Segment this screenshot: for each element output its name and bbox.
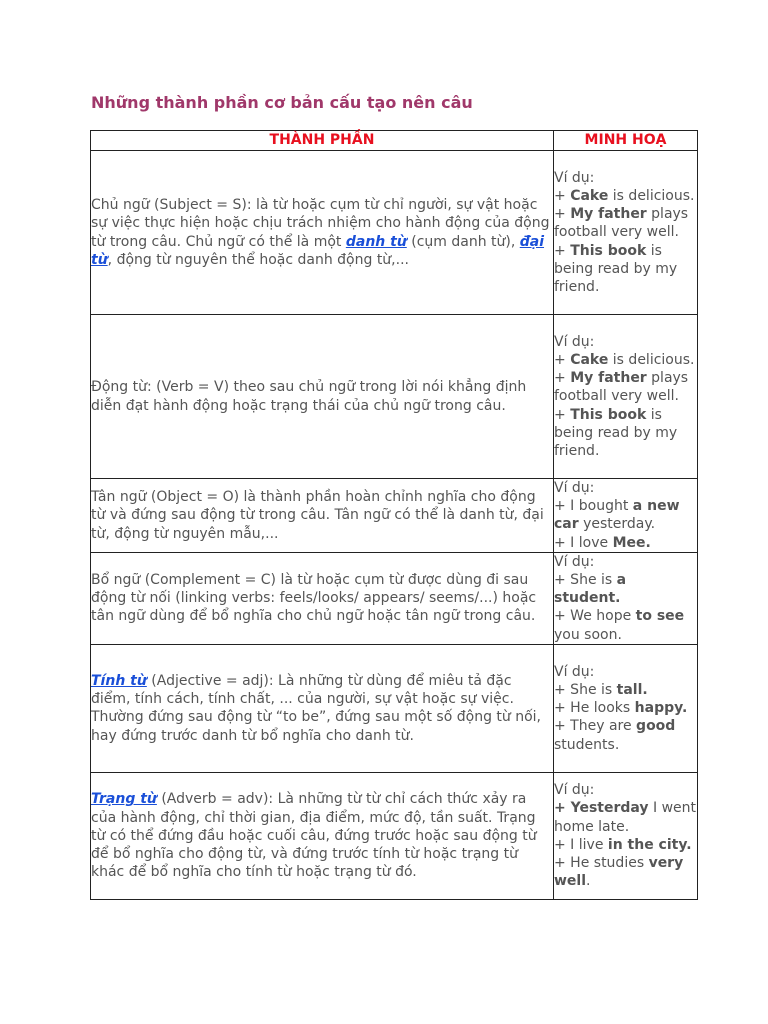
example-line: + I bought a new car yesterday. (554, 498, 680, 533)
example-line: + This book is being read by my friend. (554, 242, 678, 295)
example-line: + I love Mee. (554, 534, 651, 551)
example-cell (554, 151, 698, 315)
example-line: + Cake is delicious. (554, 187, 695, 204)
example-label: Ví dụ: (554, 169, 595, 186)
description-cell (91, 772, 554, 899)
example-cell (554, 772, 698, 899)
link-adverb[interactable]: Trạng từ (91, 791, 157, 808)
header-example: MINH HOẠ (554, 131, 698, 151)
example-cell (554, 479, 698, 553)
page-title: Những thành phần cơ bản cấu tạo nên câu (91, 93, 473, 112)
example-label: Ví dụ: (554, 553, 595, 570)
desc-text: (Adverb = adv): Là những từ từ chỉ cách thức xảy ra của hành động, chỉ thời gian, địa điểm, mức độ, tần suất. Trạng từ có thể đứng đầu hoặc cuối câu, đứng trước hoặc sau động từ để bổ nghĩa cho động từ, và đứng trước tính từ hoặc trạng từ khác để bổ nghĩa cho tính từ hoặc trạng từ đó. (91, 791, 537, 881)
example-line: + He studies very well. (554, 855, 684, 890)
example-line: + Yesterday I went home late. (554, 800, 697, 835)
example-cell (554, 552, 698, 644)
table-row (91, 552, 698, 644)
example-line: + My father plays football very well. (554, 206, 689, 241)
table-row (91, 151, 698, 315)
link-adjective[interactable]: Tính từ (91, 672, 147, 689)
description-cell: Bổ ngữ (Complement = C) là từ hoặc cụm từ được dùng đi sau động từ nối (linking verbs: feels/looks/ appears/ seems/...) hoặc tân ngữ dùng để bổ nghĩa cho chủ ngữ hoặc tân ngữ trong câu. (91, 552, 554, 644)
example-label: Ví dụ: (554, 782, 595, 799)
example-line: + He looks happy. (554, 700, 688, 717)
example-line: + We hope to see you soon. (554, 608, 685, 643)
desc-text: Chủ ngữ (Subject = S): là từ hoặc cụm từ chỉ người, sự vật hoặc sự việc thực hiện hoặc chịu trách nhiệm cho hành động của động từ trong câu. Chủ ngữ có thể là một (91, 197, 550, 250)
desc-text: (cụm danh từ), (406, 233, 520, 250)
example-line: + I live in the city. (554, 836, 692, 853)
table-row (91, 772, 698, 899)
example-line: + She is a student. (554, 572, 627, 607)
example-label: Ví dụ: (554, 333, 595, 350)
example-line: + Cake is delicious. (554, 351, 695, 368)
table-row (91, 315, 698, 479)
table-row (91, 479, 698, 553)
example-line: + This book is being read by my friend. (554, 406, 678, 459)
example-line: + They are good students. (554, 718, 676, 753)
example-line: + My father plays football very well. (554, 370, 689, 405)
example-cell (554, 644, 698, 772)
description-cell: Động từ: (Verb = V) theo sau chủ ngữ trong lời nói khẳng định diễn đạt hành động hoặc trạng thái của chủ ngữ trong câu. (91, 315, 554, 479)
description-cell (91, 151, 554, 315)
table-header-row (91, 131, 698, 151)
example-label: Ví dụ: (554, 663, 595, 680)
link-pronoun[interactable]: đại từ (91, 233, 545, 268)
desc-text: (Adjective = adj): Là những từ dùng để miêu tả đặc điểm, tính cách, tính chất, ... của người, sự vật hoặc sự việc. Thường đứng sau động từ “to be”, đứng sau một số động từ nối, hay đứng trước danh từ bổ nghĩa cho danh từ. (91, 672, 541, 744)
table-row (91, 644, 698, 772)
example-line: + She is tall. (554, 682, 648, 699)
desc-text: , động từ nguyên thể hoặc danh động từ,... (107, 251, 409, 268)
description-cell: Tân ngữ (Object = O) là thành phần hoàn chỉnh nghĩa cho động từ và đứng sau động từ trong câu. Tân ngữ có thể là danh từ, đại từ, động từ nguyên mẫu,... (91, 479, 554, 553)
sentence-components-table (90, 130, 698, 900)
example-label: Ví dụ: (554, 480, 595, 496)
link-noun[interactable]: danh từ (345, 233, 407, 250)
example-cell (554, 315, 698, 479)
description-cell (91, 644, 554, 772)
header-component: THÀNH PHẦN (91, 131, 554, 151)
